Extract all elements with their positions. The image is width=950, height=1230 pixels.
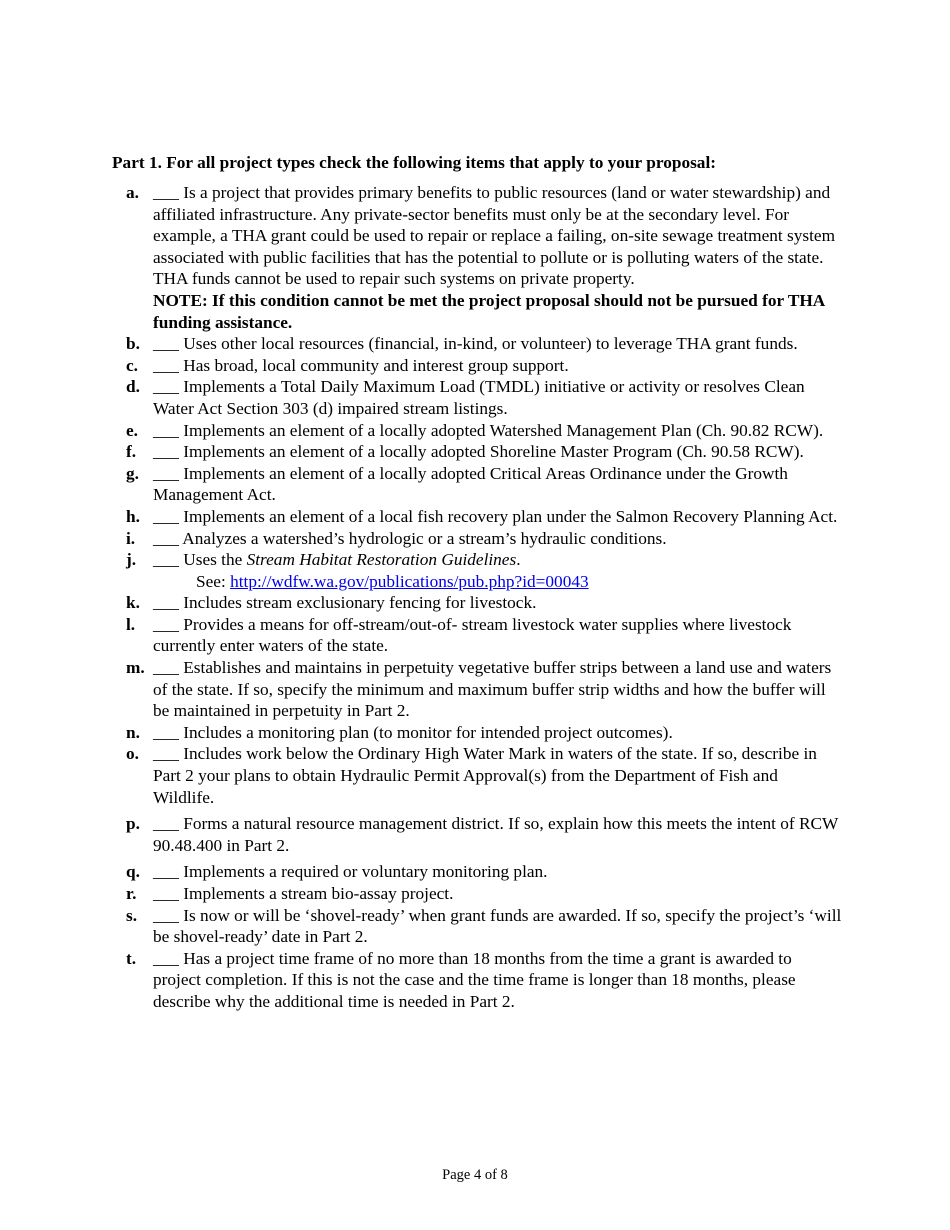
- item-text: Provides a means for off-stream/out-of- stream livestock water supplies where livestock currently enter waters of the state.: [153, 614, 792, 656]
- item-letter: g.: [126, 463, 139, 483]
- checklist-item-r[interactable]: [126, 883, 842, 905]
- checklist-item-j[interactable]: [126, 549, 842, 592]
- item-body: [153, 441, 842, 463]
- item-letter: p.: [126, 814, 140, 834]
- checklist-item-f[interactable]: [126, 441, 842, 463]
- checklist-item-g[interactable]: [126, 463, 842, 506]
- item-note: NOTE: If this condition cannot be met the project proposal should not be pursued for THA funding assistance.: [153, 290, 825, 332]
- item-text: Implements a stream bio-assay project.: [183, 884, 454, 903]
- item-letter: h.: [126, 506, 140, 526]
- item-body: [153, 333, 842, 355]
- item-text: Implements a Total Daily Maximum Load (TMDL) initiative or activity or resolves Clean Water Act Section 303 (d) impaired stream listings.: [153, 377, 805, 418]
- item-letter: d.: [126, 377, 140, 397]
- item-body: [153, 883, 842, 905]
- item-body: [153, 420, 842, 442]
- item-text: Includes work below the Ordinary High Water Mark in waters of the state. If so, describe in Part 2 your plans to obtain Hydraulic Permit Approval(s) from the Department of Fish and Wildlife.: [153, 744, 817, 807]
- see-label: See:: [196, 571, 231, 591]
- checklist-item-n[interactable]: [126, 722, 842, 744]
- item-text: Has broad, local community and interest group support.: [183, 355, 569, 375]
- item-text: Has a project time frame of no more than 18 months from the time a grant is awarded to project completion. If this is not the case and the time frame is longer than 18 months, please describe why the additional time is needed in Part 2.: [153, 948, 796, 1011]
- checklist-item-h[interactable]: [126, 506, 842, 528]
- checkbox-blank[interactable]: ___: [153, 948, 179, 968]
- item-body: [153, 506, 842, 528]
- item-text: Implements an element of a locally adopted Critical Areas Ordinance under the Growth Management Act.: [153, 463, 788, 505]
- item-letter: e.: [126, 420, 138, 440]
- checkbox-blank[interactable]: ___: [153, 420, 179, 440]
- checkbox-blank[interactable]: ___: [153, 862, 179, 882]
- item-text: Includes a monitoring plan (to monitor for intended project outcomes).: [183, 722, 673, 742]
- guidelines-title: Stream Habitat Restoration Guidelines: [246, 550, 517, 570]
- checkbox-blank[interactable]: ___: [153, 463, 179, 483]
- item-letter: m.: [126, 658, 145, 678]
- item-letter: t.: [126, 948, 137, 968]
- checkbox-blank[interactable]: ___: [153, 506, 179, 526]
- checkbox-blank[interactable]: ___: [153, 722, 179, 742]
- checkbox-blank[interactable]: ___: [153, 744, 179, 764]
- checklist-item-p[interactable]: [126, 813, 842, 856]
- item-letter: o.: [126, 744, 139, 764]
- checkbox-blank[interactable]: ___: [153, 183, 179, 202]
- checklist-item-m[interactable]: [126, 657, 842, 722]
- checklist-item-s[interactable]: [126, 905, 842, 948]
- checklist-item-o[interactable]: [126, 743, 842, 808]
- item-body: [153, 376, 842, 419]
- checkbox-blank[interactable]: ___: [153, 814, 179, 834]
- item-body: [153, 614, 842, 657]
- item-letter: q.: [126, 862, 140, 882]
- item-text: Implements a required or voluntary monitoring plan.: [183, 862, 548, 882]
- item-letter: k.: [126, 593, 140, 613]
- checklist-item-l[interactable]: [126, 614, 842, 657]
- item-body: [153, 592, 842, 614]
- checklist-item-d[interactable]: [126, 376, 842, 419]
- item-text-suffix: .: [516, 550, 521, 570]
- checklist-item-i[interactable]: [126, 528, 842, 550]
- checklist-item-q[interactable]: [126, 861, 842, 883]
- checklist-item-a[interactable]: [126, 182, 842, 333]
- checkbox-blank[interactable]: ___: [153, 905, 179, 925]
- see-line: [153, 571, 842, 593]
- item-body: [153, 463, 842, 506]
- page-number: Page 4 of 8: [442, 1167, 508, 1183]
- checkbox-blank[interactable]: ___: [153, 658, 179, 678]
- checkbox-blank[interactable]: ___: [153, 528, 179, 548]
- item-body: [153, 549, 842, 592]
- item-body: [153, 813, 842, 856]
- item-text: Uses the: [183, 550, 247, 570]
- item-letter: s.: [126, 905, 138, 925]
- checkbox-blank[interactable]: ___: [153, 550, 179, 570]
- item-letter: f.: [126, 442, 137, 462]
- item-body: [153, 722, 842, 744]
- checklist-item-k[interactable]: [126, 592, 842, 614]
- checklist-item-c[interactable]: [126, 355, 842, 377]
- item-text: Analyzes a watershed’s hydrologic or a stream’s hydraulic conditions.: [182, 528, 667, 548]
- item-text: Is now or will be ‘shovel-ready’ when grant funds are awarded. If so, specify the project’s ‘will be shovel-ready’ date in Part 2.: [153, 905, 842, 947]
- item-letter: b.: [126, 334, 140, 354]
- item-text: Forms a natural resource management district. If so, explain how this meets the intent of RCW 90.48.400 in Part 2.: [153, 814, 839, 855]
- item-letter: a.: [126, 183, 139, 202]
- item-text: Implements an element of a locally adopted Watershed Management Plan (Ch. 90.82 RCW).: [183, 420, 824, 440]
- part-1-heading: Part 1. For all project types check the following items that apply to your proposal:: [112, 153, 717, 172]
- checklist: [126, 182, 842, 1013]
- item-text: Uses other local resources (financial, in-kind, or volunteer) to leverage THA grant funds.: [183, 334, 798, 354]
- item-text: Includes stream exclusionary fencing for livestock.: [183, 593, 537, 613]
- item-letter: r.: [126, 884, 137, 903]
- item-body: [153, 355, 842, 377]
- item-text: Establishes and maintains in perpetuity vegetative buffer strips between a land use and waters of the state. If so, specify the minimum and maximum buffer strip widths and how the buffer will be maintained in perpetuity in Part 2.: [153, 658, 832, 721]
- item-body: [153, 528, 842, 550]
- item-letter: l.: [126, 614, 136, 634]
- item-body: [153, 743, 842, 808]
- guidelines-link[interactable]: http://wdfw.wa.gov/publications/pub.php?id=00043: [230, 571, 589, 591]
- checkbox-blank[interactable]: ___: [153, 614, 179, 634]
- checklist-item-t[interactable]: [126, 948, 842, 1013]
- checklist-item-b[interactable]: [126, 333, 842, 355]
- item-body: [153, 182, 842, 333]
- item-letter: j.: [126, 550, 137, 570]
- item-body: [153, 657, 842, 722]
- checkbox-blank[interactable]: ___: [153, 355, 179, 375]
- checkbox-blank[interactable]: ___: [153, 593, 179, 613]
- item-letter: c.: [126, 355, 138, 375]
- checkbox-blank[interactable]: ___: [153, 884, 179, 903]
- item-text: Implements an element of a locally adopted Shoreline Master Program (Ch. 90.58 RCW).: [183, 442, 804, 462]
- checkbox-blank[interactable]: ___: [153, 334, 179, 354]
- checkbox-blank[interactable]: ___: [153, 377, 179, 397]
- item-text: Is a project that provides primary benefits to public resources (land or water stewardship) and affiliated infrastructure. Any private-sector benefits must only be at the secondary level. For example, a THA grant could be used to repair or replace a failing, on-site sewage treatment system associated with public facilities that has the potential to pollute or is polluting waters of the state. THA funds cannot be used to repair such systems on private property.: [153, 183, 836, 289]
- item-body: [153, 861, 842, 883]
- checkbox-blank[interactable]: ___: [153, 442, 179, 462]
- item-body: [153, 905, 842, 948]
- item-body: [153, 948, 842, 1013]
- checklist-item-e[interactable]: [126, 420, 842, 442]
- item-letter: i.: [126, 528, 136, 548]
- item-text: Implements an element of a local fish recovery plan under the Salmon Recovery Planning Act.: [183, 506, 838, 526]
- item-letter: n.: [126, 722, 140, 742]
